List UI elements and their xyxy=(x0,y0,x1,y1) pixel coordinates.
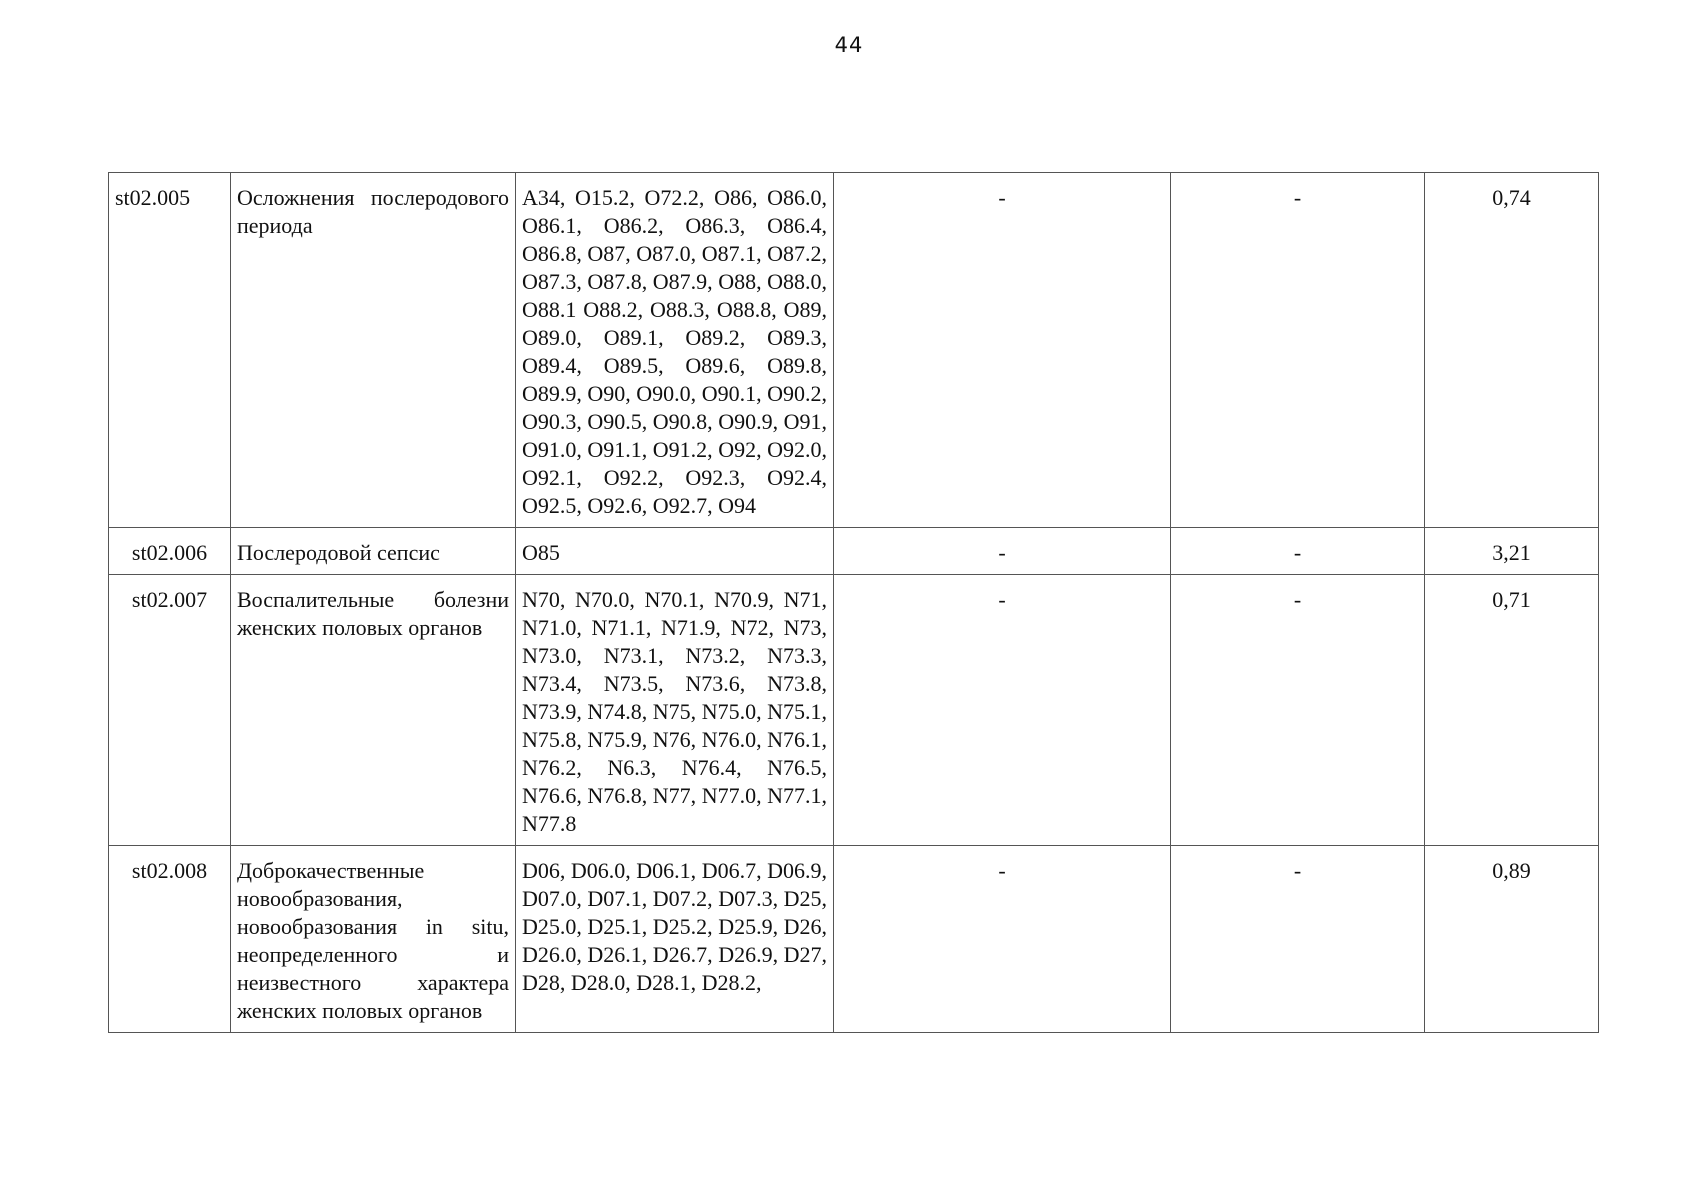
column-5-value: - xyxy=(1171,846,1425,1033)
coefficient: 0,71 xyxy=(1425,575,1599,846)
column-5-value: - xyxy=(1171,173,1425,528)
column-5-value: - xyxy=(1171,575,1425,846)
table-row xyxy=(109,575,1599,846)
mkb-codes: N70, N70.0, N70.1, N70.9, N71, N71.0, N71.1, N71.9, N72, N73, N73.0, N73.1, N73.2, N73.3, N73.4, N73.5, N73.6, N73.8, N73.9, N74.8, N75, N75.0, N75.1, N75.8, N75.9, N76, N76.0, N76.1, N76.2, N6.3, N76.4, N76.5, N76.6, N76.8, N77, N77.0, N77.1, N77.8 xyxy=(516,575,834,846)
ksg-code: st02.008 xyxy=(109,846,231,1033)
ksg-name: Доброкачественные новообразования, новообразования in situ, неопределенного и неизвестного характера женских половых органов xyxy=(231,846,516,1033)
mkb-codes: A34, O15.2, O72.2, O86, O86.0, O86.1, O86.2, O86.3, O86.4, O86.8, O87, O87.0, O87.1, O87.2, O87.3, O87.8, O87.9, O88, O88.0, O88.1 O88.2, O88.3, O88.8, O89, O89.0, O89.1, O89.2, O89.3, O89.4, O89.5, O89.6, O89.8, O89.9, O90, O90.0, O90.1, O90.2, O90.3, O90.5, O90.8, O90.9, O91, O91.0, O91.1, O91.2, O92, O92.0, O92.1, O92.2, O92.3, O92.4, O92.5, O92.6, O92.7, O94 xyxy=(516,173,834,528)
page-number: 44 xyxy=(834,33,864,57)
ksg-code: st02.007 xyxy=(109,575,231,846)
column-4-value: - xyxy=(834,846,1171,1033)
column-5-value: - xyxy=(1171,528,1425,575)
ksg-code: st02.005 xyxy=(109,173,231,528)
ksg-name: Послеродовой сепсис xyxy=(231,528,516,575)
mkb-codes: O85 xyxy=(516,528,834,575)
table-row xyxy=(109,173,1599,528)
coefficient: 0,74 xyxy=(1425,173,1599,528)
column-4-value: - xyxy=(834,528,1171,575)
mkb-codes: D06, D06.0, D06.1, D06.7, D06.9, D07.0, D07.1, D07.2, D07.3, D25, D25.0, D25.1, D25.2, D25.9, D26, D26.0, D26.1, D26.7, D26.9, D27, D28, D28.0, D28.1, D28.2, xyxy=(516,846,834,1033)
ksg-name: Осложнения послеродового периода xyxy=(231,173,516,528)
coefficient: 3,21 xyxy=(1425,528,1599,575)
table-row xyxy=(109,528,1599,575)
ksg-code: st02.006 xyxy=(109,528,231,575)
ksg-name: Воспалительные болезни женских половых органов xyxy=(231,575,516,846)
table-row xyxy=(109,846,1599,1033)
coefficient: 0,89 xyxy=(1425,846,1599,1033)
ksg-table xyxy=(108,172,1599,1033)
column-4-value: - xyxy=(834,173,1171,528)
column-4-value: - xyxy=(834,575,1171,846)
